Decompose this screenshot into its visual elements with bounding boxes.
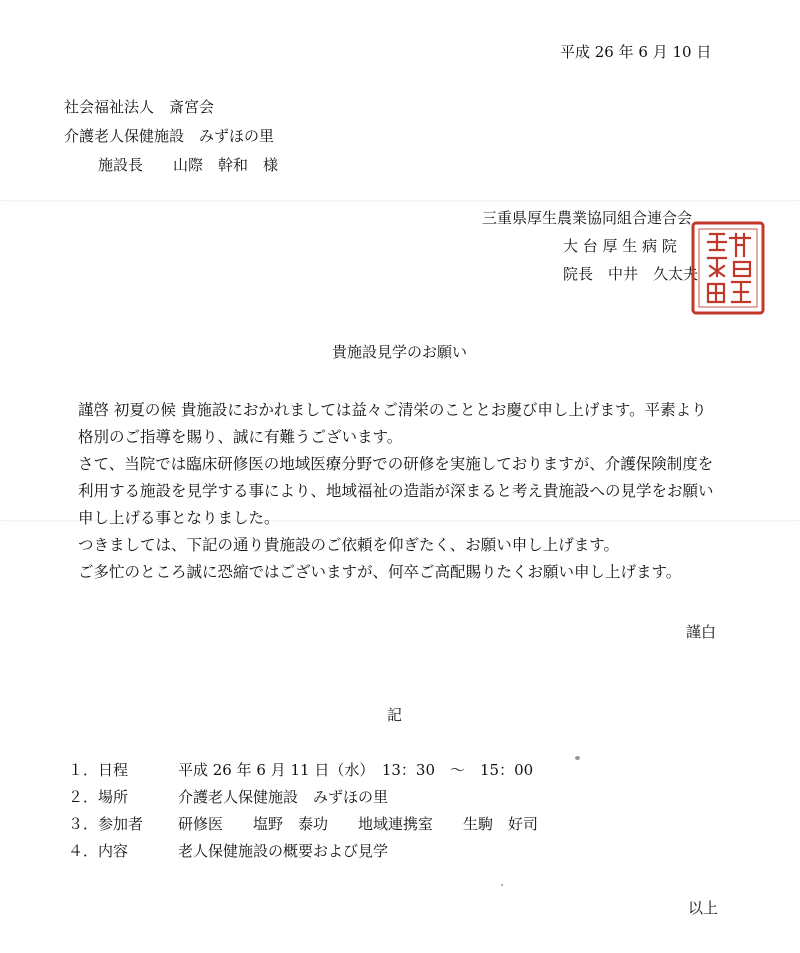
- letter-title: 貴施設見学のお願い: [332, 343, 468, 361]
- recipient-person: 施設長 山際 幹和 様: [98, 156, 279, 174]
- paper-speck: [501, 884, 503, 886]
- recipient-facility: 介護老人保健施設 みずほの里: [64, 127, 275, 145]
- item-value: 介護老人保健施設 みずほの里: [178, 788, 389, 806]
- body-paragraph-4: ご多忙のところ誠に恐縮ではございますが、何卒ご高配賜りたくお願い申し上げます。: [78, 563, 682, 581]
- item-value: 老人保健施設の概要および見学: [178, 842, 389, 860]
- letter-date: 平成 26 年 6 月 10 日: [560, 43, 712, 61]
- body-paragraph-3: つきましては、下記の通り貴施設のご依頼を仰ぎたく、お願い申し上げます。: [78, 536, 619, 554]
- item-number: ２．: [68, 788, 99, 806]
- body-paragraph-2: さて、当院では臨床研修医の地域医療分野での研修を実施しておりますが、介護保険制度を利用する施設を見学する事により、地域福祉の造詣が深まると考え貴施設への見学をお願い申し上げる事となりました。: [78, 455, 714, 527]
- closing-ijou: 以上: [688, 899, 719, 917]
- item-label: 日程: [98, 761, 129, 779]
- paper-fold: [0, 200, 800, 201]
- item-label: 参加者: [98, 815, 144, 833]
- recipient-org: 社会福祉法人 斎宮会: [64, 98, 215, 116]
- paper-speck: [575, 756, 580, 760]
- item-value: 平成 26 年 6 月 11 日（水） 13：30 ～ 15：00: [178, 761, 534, 779]
- body-paragraph-1: 謹啓 初夏の候 貴施設におかれましては益々ご清栄のこととお慶び申し上げます。平素より格別のご指導を賜り、誠に有難うございます。: [78, 401, 707, 446]
- item-number: ３．: [68, 815, 99, 833]
- sender-director: 院長 中井 久太夫: [563, 265, 699, 283]
- item-number: ４．: [68, 842, 99, 860]
- sender-hospital: 大 台 厚 生 病 院: [563, 237, 677, 255]
- letter-body: [62, 397, 722, 586]
- closing-kinpaku: 謹白: [686, 623, 717, 641]
- sender-org: 三重県厚生農業協同組合連合会: [482, 209, 693, 227]
- item-label: 内容: [98, 842, 129, 860]
- item-label: 場所: [98, 788, 129, 806]
- item-value: 研修医 塩野 泰功 地域連携室 生駒 好司: [178, 815, 539, 833]
- ki-heading: 記: [387, 706, 403, 724]
- item-number: １．: [68, 761, 99, 779]
- hanko-seal: [690, 220, 766, 316]
